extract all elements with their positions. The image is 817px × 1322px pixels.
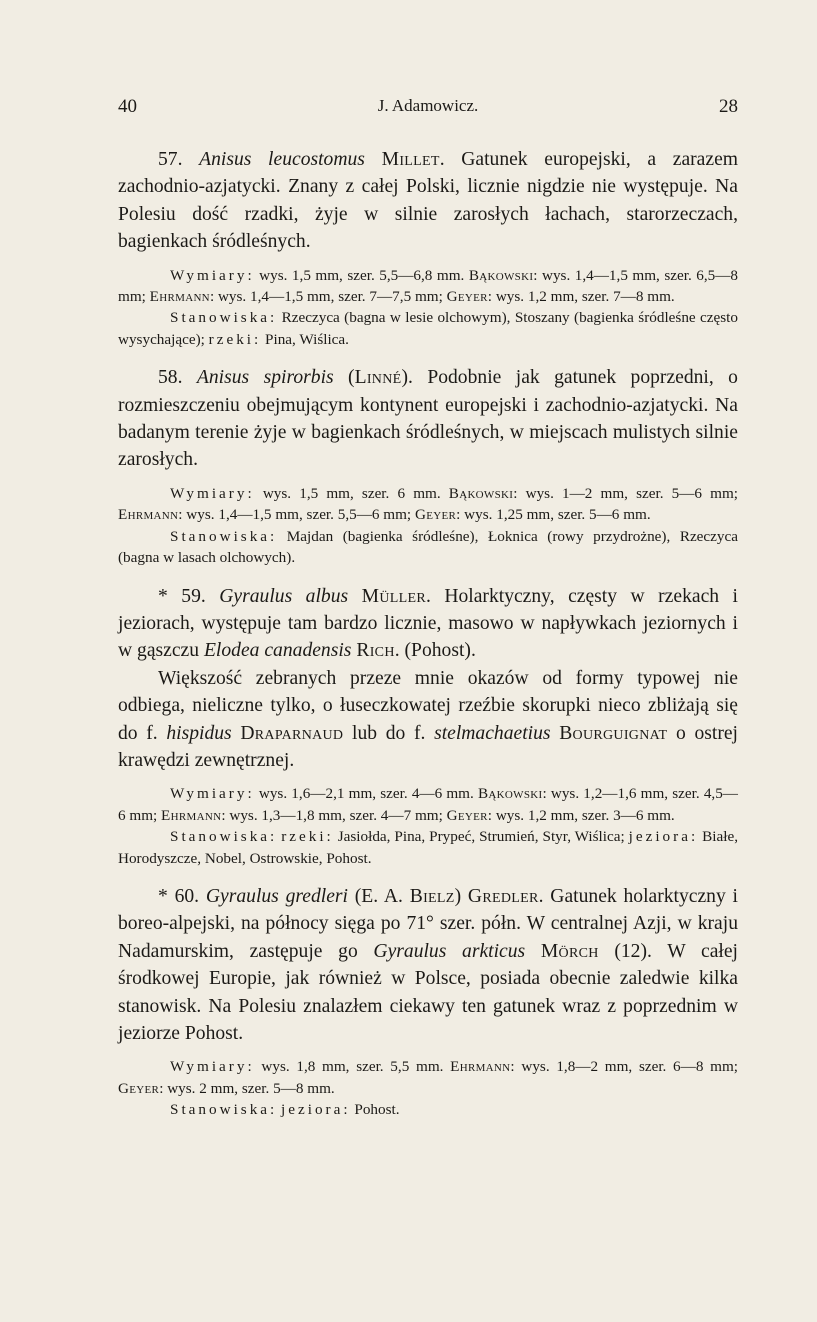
species-author: Müller bbox=[361, 585, 426, 607]
author-name: Bąkowski bbox=[477, 785, 543, 803]
rivers-label: rzeki: bbox=[281, 828, 334, 846]
entry-text: ). Podobnie jak gatunek poprzedni, o rozmieszczeniu obejmującym kontynent europejski i zachodnio-azjatycki. Na badanym terenie żyje w bagienkach śródleśnych, w miejscach mulistych silnie zarosłych. bbox=[118, 367, 738, 471]
species-author: Mörch bbox=[540, 940, 599, 962]
author-name: Bąkowski bbox=[448, 484, 514, 502]
dimensions-text: wys. 1,5 mm, szer. 5,5—6,8 mm. bbox=[254, 266, 469, 284]
localities-text: Jasiołda, Pina, Prypeć, Strumień, Styr, Wiślica; bbox=[333, 828, 629, 846]
page-body bbox=[118, 146, 738, 1121]
localities-label: Stanowiska: bbox=[170, 309, 278, 327]
localities-text: Pohost. bbox=[350, 1101, 400, 1119]
form-author: Draparnaud bbox=[240, 722, 344, 744]
entry-number: 57. bbox=[158, 149, 183, 170]
localities-text: Rzeczyca (bagna w lesie olchowym), Stoszany (bagienka śródleśne często wysychające); bbox=[118, 309, 738, 348]
dimensions-label: Wymiary: bbox=[170, 785, 255, 803]
running-title: J. Adamowicz. bbox=[377, 96, 479, 115]
lakes-label: jeziora: bbox=[628, 828, 699, 846]
dimensions-text: wys. 1,6—2,1 mm, szer. 4—6 mm. bbox=[254, 785, 478, 803]
author-name: Ehrmann bbox=[450, 1058, 511, 1076]
form-author: Bourguignat bbox=[559, 722, 668, 744]
entry-text: . Gatunek europejski, a zarazem zachodnio-azjatycki. Znany z całej Polski, licznie nigdzie nie występuje. Na Polesiu dość rzadki, żyje w silnie zarosłych łachach, starorzeczach, bagienkach śródleśnych. bbox=[118, 149, 739, 253]
entry-text: Większość zebranych przeze mnie okazów od formy typowej nie odbiega, nieliczne tylko, o łuseczkowatej rzeźbie skorupki nieco zbliżają się do f. bbox=[118, 667, 738, 744]
dimensions-text: : wys. 1,3—1,8 mm, szer. 4—7 mm; bbox=[221, 806, 447, 824]
entry-59-localities bbox=[118, 826, 738, 869]
species-author: Millet bbox=[381, 149, 440, 170]
dimensions-text: : wys. 1—2 mm, szer. 5—6 mm; bbox=[513, 484, 738, 502]
page-header bbox=[118, 96, 738, 130]
localities-text: Majdan (bagienka śródleśne), Łoknica (rowy przydrożne), Rzeczyca (bagna w lasach olchowych). bbox=[118, 527, 738, 567]
dimensions-label: Wymiary: bbox=[170, 484, 255, 502]
localities-text: Pina, Wiślica. bbox=[261, 330, 349, 348]
author-name: Ehrmann bbox=[161, 806, 222, 824]
species-name: Gyraulus gredleri bbox=[205, 885, 348, 907]
author-name: Bąkowski bbox=[468, 266, 534, 284]
author-name: Geyer bbox=[446, 288, 488, 306]
species-name: Gyraulus arkticus bbox=[373, 940, 526, 962]
dimensions-text: wys. 1,8 mm, szer. 5,5 mm. bbox=[254, 1058, 451, 1076]
author-name: Ehrmann bbox=[149, 288, 210, 306]
localities-label: Stanowiska: bbox=[170, 828, 278, 846]
form-name: stelmachaetius bbox=[434, 722, 551, 744]
lakes-label: jeziora: bbox=[281, 1101, 351, 1119]
localities-label: Stanowiska: bbox=[170, 1101, 278, 1119]
localities-label: Stanowiska: bbox=[170, 527, 278, 545]
page-number-right: 28 bbox=[719, 96, 738, 117]
dimensions-text: : wys. 1,2—1,6 mm, szer. 4,5—6 mm; bbox=[118, 785, 738, 824]
entry-text: . Gatunek holarktyczny i boreo-alpejski, na północy sięga po 71° szer. półn. W centralnej Azji, w kraju Nadamurskim, zastępuje go bbox=[118, 885, 738, 962]
entry-58-localities bbox=[118, 526, 738, 569]
dimensions-text: : wys. 1,2 mm, szer. 3—6 mm. bbox=[487, 806, 675, 824]
plant-name: Elodea canadensis bbox=[203, 640, 352, 662]
dimensions-text: : wys. 2 mm, szer. 5—8 mm. bbox=[159, 1079, 335, 1097]
species-name: Gyraulus albus bbox=[219, 585, 349, 607]
entry-59-dimensions bbox=[118, 783, 738, 826]
species-name: Anisus leucostomus bbox=[199, 149, 365, 170]
entry-59-description bbox=[118, 583, 738, 665]
entry-text: . (Pohost). bbox=[394, 640, 476, 662]
dimensions-text: : wys. 1,2 mm, szer. 7—8 mm. bbox=[487, 288, 675, 306]
entry-57-description bbox=[118, 146, 738, 256]
entry-text: (12). W całej środkowej Europie, jak również w Polsce, posiada obecnie zaledwie kilka stanowisk. Na Polesiu znalazłem ciekawy ten gatunek wraz z poprzednim w jeziorze Pohost. bbox=[118, 940, 738, 1044]
species-name: Anisus spirorbis bbox=[196, 367, 334, 389]
entry-59-remarks bbox=[118, 665, 738, 775]
punctuation: ) bbox=[454, 885, 468, 907]
dimensions-label: Wymiary: bbox=[170, 266, 255, 284]
author-name: Geyer bbox=[446, 806, 488, 824]
dimensions-text: : wys. 1,25 mm, szer. 5—6 mm. bbox=[456, 506, 651, 524]
author-name: Geyer bbox=[414, 506, 457, 524]
entry-60-description bbox=[118, 883, 738, 1047]
dimensions-text: : wys. 1,4—1,5 mm, szer. 7—7,5 mm; bbox=[209, 288, 447, 306]
entry-57-dimensions bbox=[118, 265, 738, 308]
entry-number: * 59. bbox=[158, 585, 206, 607]
dimensions-label: Wymiary: bbox=[170, 1058, 255, 1076]
author-name: Geyer bbox=[118, 1079, 160, 1097]
entry-number: 58. bbox=[158, 367, 183, 389]
plant-author: Rich bbox=[356, 640, 395, 662]
punctuation: ( bbox=[333, 367, 355, 389]
entry-text: o ostrej krawędzi zewnętrznej. bbox=[118, 722, 738, 771]
dimensions-text: : wys. 1,4—1,5 mm, szer. 6,5—8 mm; bbox=[118, 266, 738, 306]
dimensions-text: : wys. 1,4—1,5 mm, szer. 5,5—6 mm; bbox=[178, 506, 415, 524]
species-author: (E. A. bbox=[348, 885, 410, 907]
species-author: Linné bbox=[354, 367, 402, 389]
entry-60-localities bbox=[118, 1099, 738, 1120]
dimensions-text: : wys. 1,8—2 mm, szer. 6—8 mm; bbox=[510, 1058, 738, 1076]
entry-text: . Holarktyczny, częsty w rzekach i jeziorach, występuje tam bardzo licznie, masowo w napływkach jeziornych i w gąszczu bbox=[118, 585, 738, 662]
author-name: Ehrmann bbox=[118, 506, 179, 524]
dimensions-text: wys. 1,5 mm, szer. 6 mm. bbox=[254, 484, 449, 502]
species-author: Bielz bbox=[409, 885, 455, 907]
form-name: hispidus bbox=[166, 722, 232, 744]
localities-text: Białe, Horodyszcze, Nobel, Ostrowskie, Pohost. bbox=[118, 828, 738, 867]
entry-58-description bbox=[118, 364, 738, 474]
entry-text: lub do f. bbox=[343, 722, 435, 744]
page-number-left: 40 bbox=[118, 96, 137, 117]
entry-57-localities bbox=[118, 307, 738, 350]
entry-58-dimensions bbox=[118, 483, 738, 526]
entry-60-dimensions bbox=[118, 1056, 738, 1099]
rivers-label: rzeki: bbox=[208, 330, 262, 348]
entry-number: * 60. bbox=[158, 885, 200, 907]
species-author: Gredler bbox=[467, 885, 539, 907]
